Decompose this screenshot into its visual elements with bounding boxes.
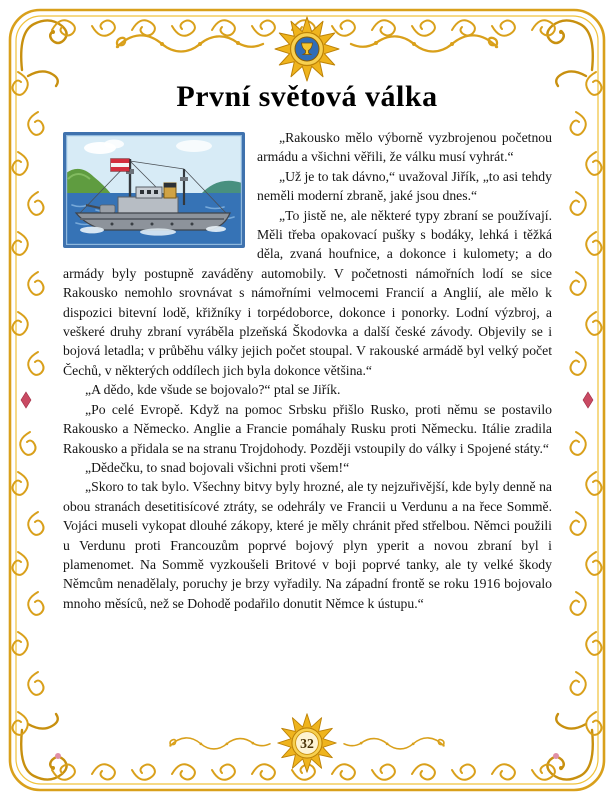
story-text xyxy=(63,128,552,613)
sun-chalice-icon xyxy=(272,14,342,84)
flourish-bottom-left-icon xyxy=(168,734,272,755)
paragraph: „Dědečku, to snad bojovali všichni proti všem!“ xyxy=(85,459,350,475)
sun-page-number-icon xyxy=(275,711,339,775)
page-number: 32 xyxy=(300,736,314,752)
paragraph: „To jistě ne, ale některé typy zbraní se používají. Měli třeba opakovací pušky s bodáky, lehká i těžká děla, zvaná houfnice, a dokonce i kulomety; a do armády byly postupně zaváděny automobily. V početnosti námořních lodí se sice Rakousko nemohlo srovnávat s námořními velmocemi Francií a Anglií, ale mělo k dispozici bitevní lodě, křižníky i torpédoborce, dokonce i ponorky. Lodní výzbroj, a veškeré druhy zbraní vyráběla plzeňská Škodovka a další české závody. Objevily se i bojová letadla; v průběhu války jejich počet stoupal. V rakouské armádě byl velký počet Čechů, v některých oddílech jich byla dokonce většina.“ xyxy=(63,207,552,378)
paragraph: „Rakousko mělo výborně vyzbrojenou početnou armádu a všichni věřili, že válku musí vyhrát.“ xyxy=(257,130,552,165)
battleship-illustration xyxy=(63,132,245,248)
flourish-left-icon xyxy=(114,30,266,60)
paragraph: „Už je to tak dávno,“ uvažoval Jiřík, „to asi tehdy neměli moderní zbraně, jaké jsou dnes.“ xyxy=(257,168,552,204)
paragraph: „A dědo, kde všude se bojovalo?“ ptal se Jiřík. xyxy=(85,382,341,398)
paragraph: „Skoro to tak bylo. Všechny bitvy byly hrozné, ale ty nejzuřivější, kde byly denně na obou stranách desetitisícové ztráty, se odehrály ve Francii u Verdunu a na řece Sommě. Vojáci museli vykopat dlouhé zákopy, které je měly chránit před střelbou. Němci použili u Verdunu proti Francouzům poprvé bojový plyn yperit a novou zbraní byl i plamenomet. Na Sommě vyzkoušeli Britové v boji poprvé tanky, ale ty velké škody Němcům nenadělaly, poruchy je brzy vyřadily. Na západní frontě se roku 1916 bojovalo mnoho měsíců, než se Dohodě podařilo donutit Němce k ústupu.“ xyxy=(63,479,552,611)
flourish-bottom-right-icon xyxy=(342,734,446,755)
paragraph: „Po celé Evropě. Když na pomoc Srbsku přišlo Rusko, proti němu se postavilo Rakousko a Německo. Anglie a Francie pomáhaly Rusku proti Německu. Itálie zradila Rakousko a přidala se na stranu Trojdohody. Později vstoupily do války i Spojené státy.“ xyxy=(63,401,552,456)
page-title: První světová válka xyxy=(176,80,438,113)
flourish-right-icon xyxy=(348,30,500,60)
